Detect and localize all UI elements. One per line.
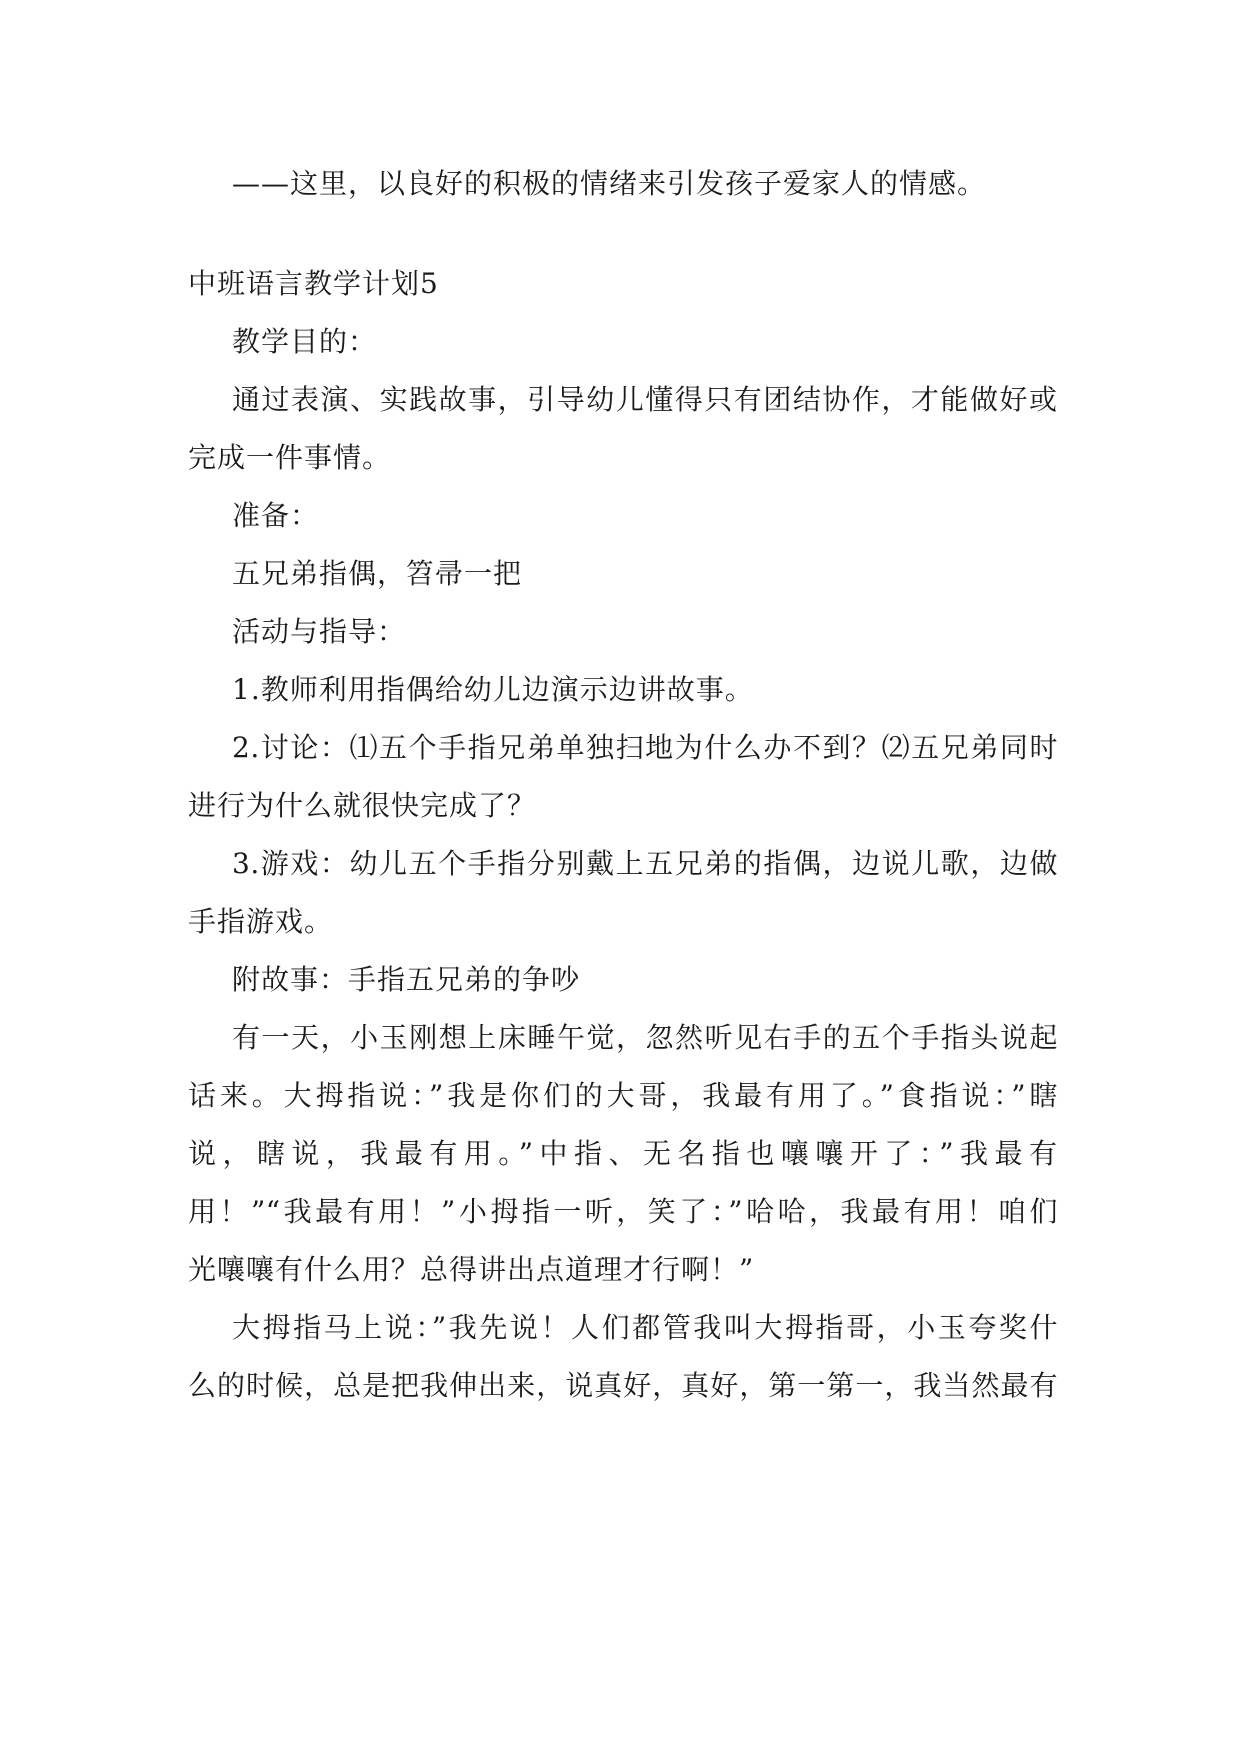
story-title: 附故事：手指五兄弟的争吵 (232, 963, 581, 996)
paragraph-line: ——这里，以良好的积极的情绪来引发孩子爱家人的情感。 (232, 167, 987, 200)
list-item: 3.游戏：幼儿五个手指分别戴上五兄弟的指偶，边说儿歌，边做 (232, 847, 1058, 880)
section-heading: 中班语言教学计划5 (188, 267, 439, 300)
list-item: 2.讨论：⑴五个手指兄弟单独扫地为什么办不到？⑵五兄弟同时 (232, 731, 1058, 764)
paragraph-line: 教学目的： (232, 325, 378, 358)
list-item: 1.教师利用指偶给幼儿边演示边讲故事。 (232, 673, 754, 706)
paragraph-line: 手指游戏。 (188, 905, 334, 938)
paragraph-line: 话来。大拇指说：”我是你们的大哥，我最有用了。”食指说：”瞎 (188, 1079, 1058, 1112)
paragraph-line: 活动与指导： (232, 615, 407, 648)
paragraph-line: 通过表演、实践故事，引导幼儿懂得只有团结协作，才能做好或 (232, 383, 1058, 416)
paragraph-line: 光嚷嚷有什么用？总得讲出点道理才行啊！” (188, 1253, 755, 1286)
paragraph-line: 说，瞎说，我最有用。”中指、无名指也嚷嚷开了：”我最有 (188, 1137, 1058, 1170)
paragraph-line: 准备： (232, 499, 320, 532)
paragraph-line: 用！”“我最有用！”小拇指一听，笑了：”哈哈，我最有用！咱们 (188, 1195, 1058, 1228)
paragraph-line: 进行为什么就很快完成了？ (188, 789, 537, 822)
paragraph-line: 大拇指马上说：”我先说！人们都管我叫大拇指哥，小玉夸奖什 (232, 1311, 1058, 1344)
paragraph-line: 五兄弟指偶，笤帚一把 (232, 557, 523, 590)
paragraph-line: 有一天，小玉刚想上床睡午觉，忽然听见右手的五个手指头说起 (232, 1021, 1058, 1054)
paragraph-line: 么的时候，总是把我伸出来，说真好，真好，第一第一，我当然最有 (188, 1369, 1058, 1402)
paragraph-line: 完成一件事情。 (188, 441, 392, 474)
